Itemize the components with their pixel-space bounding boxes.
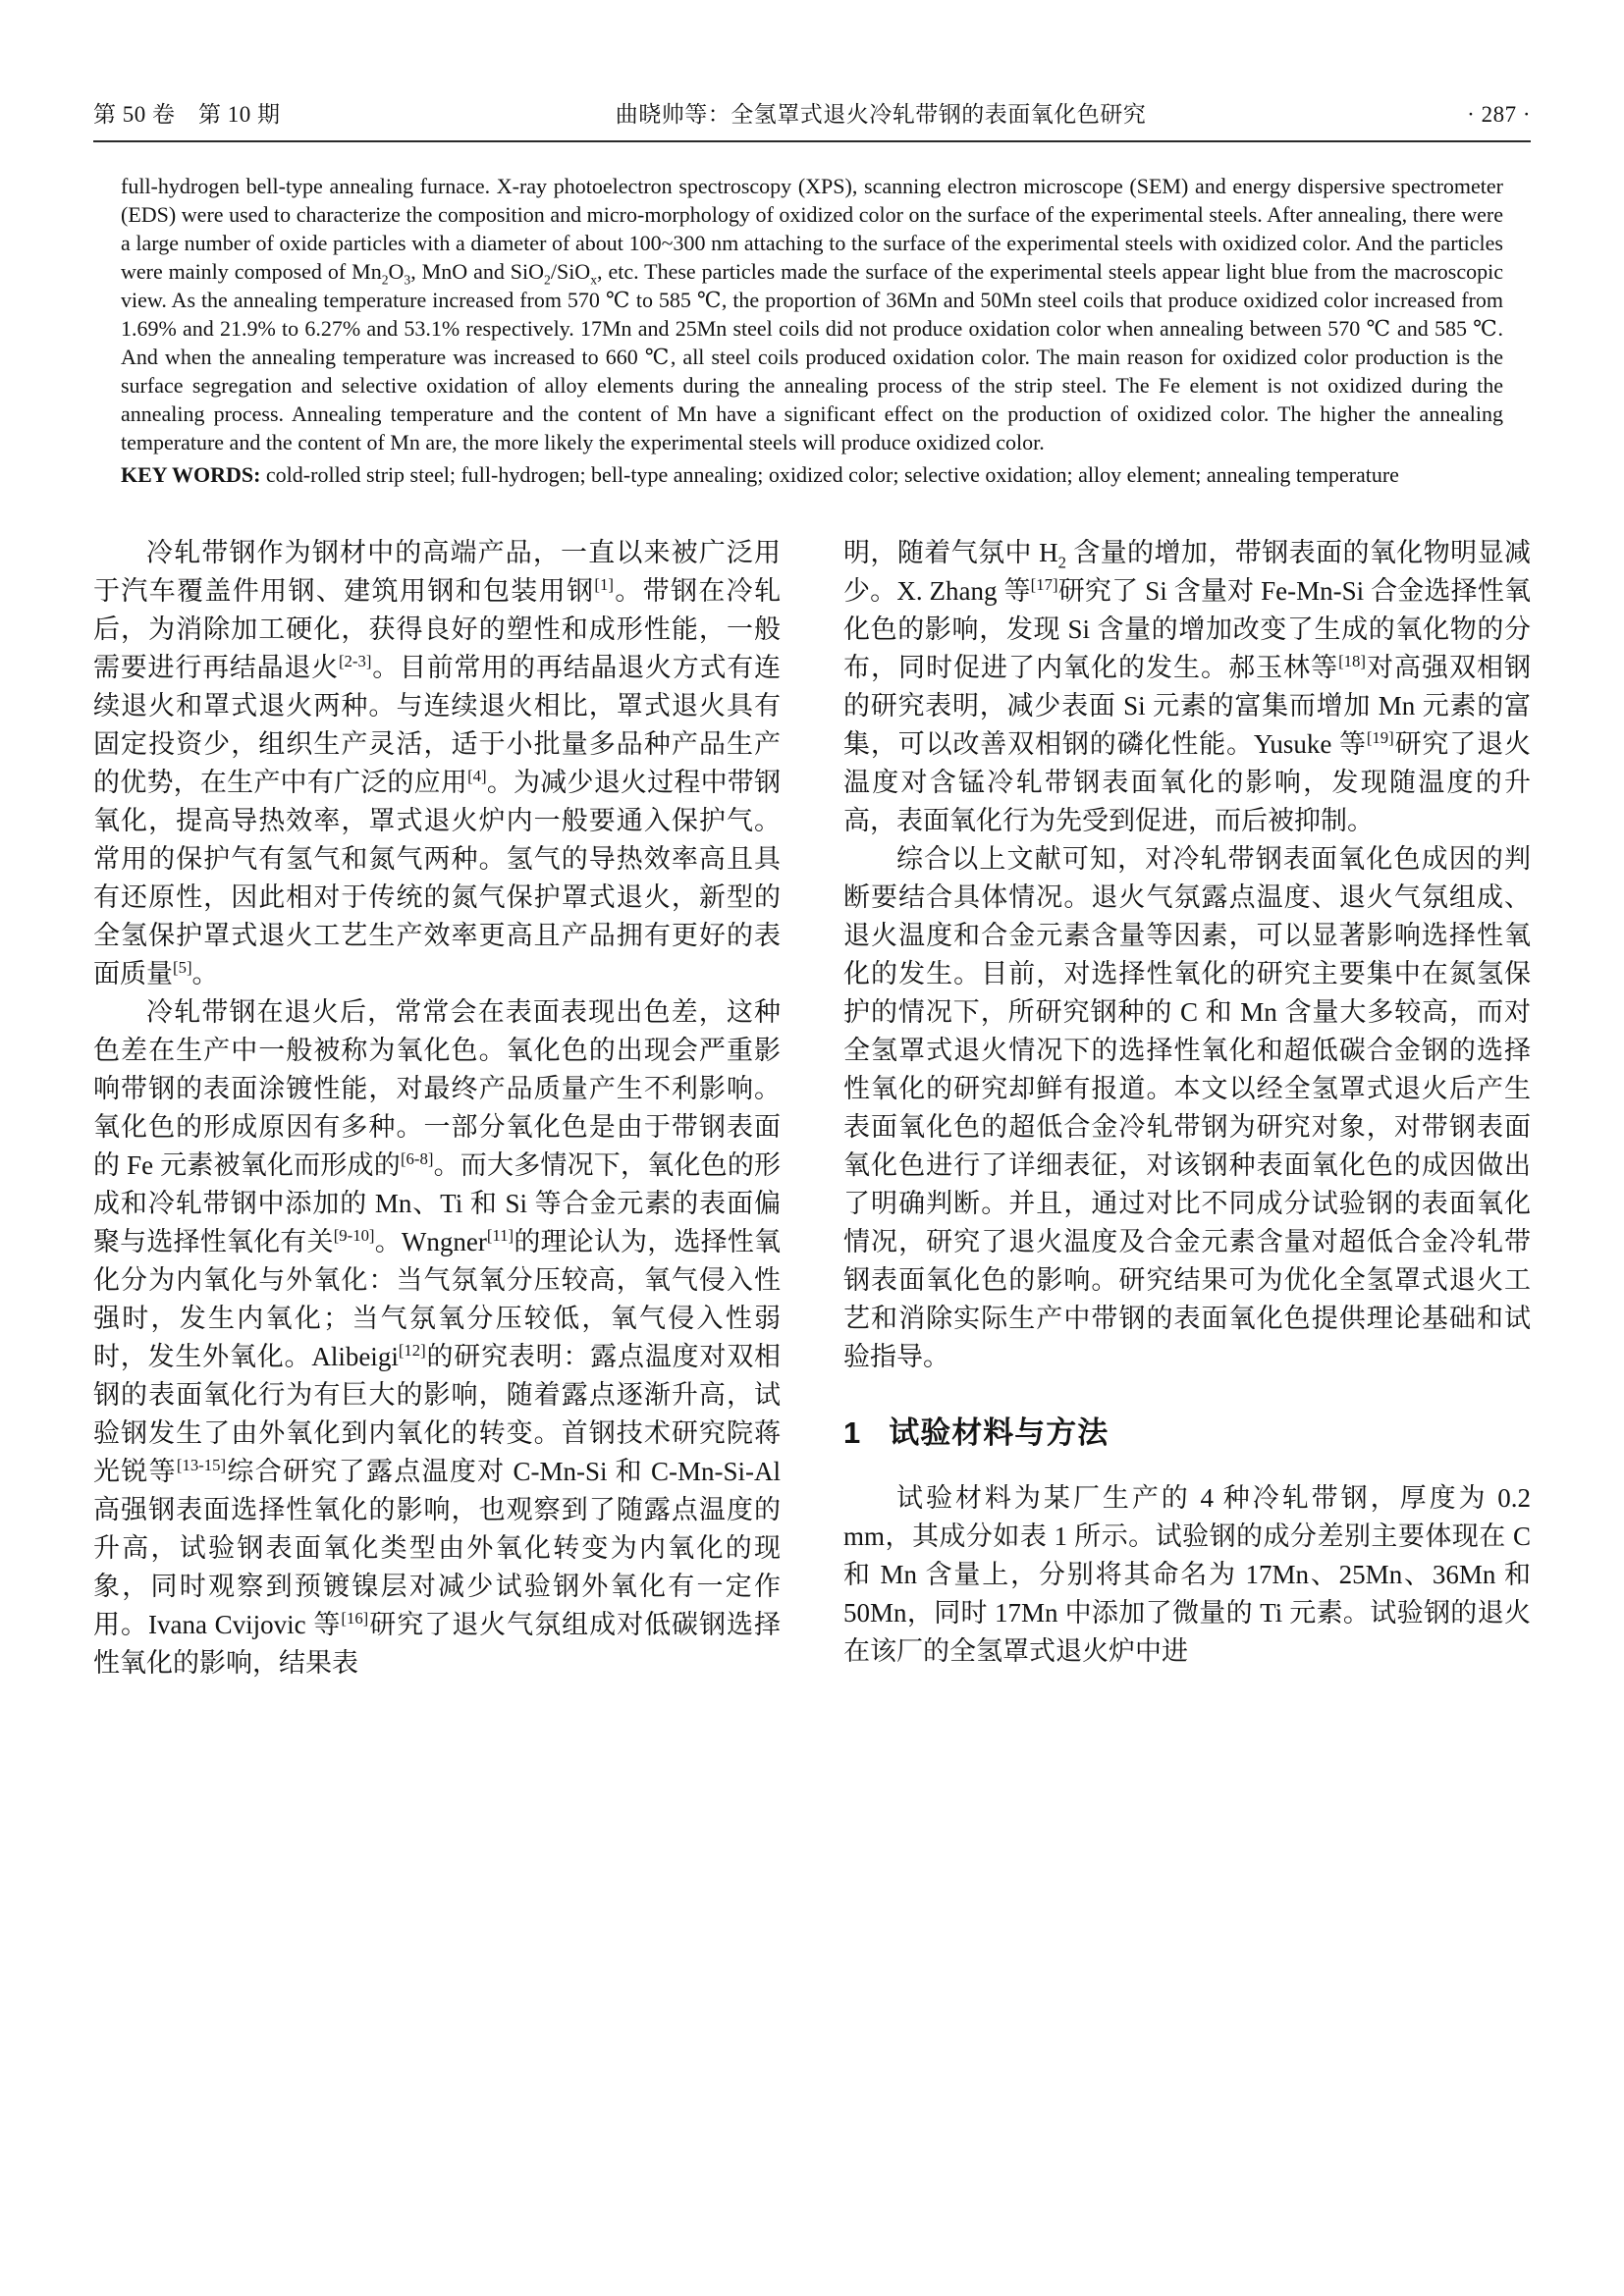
page-header [93, 0, 1531, 129]
right-column-top [843, 534, 1531, 1376]
abstract-section [121, 172, 1503, 489]
left-column [93, 534, 781, 1682]
paragraph: 试验材料为某厂生产的 4 种冷轧带钢，厚度为 0.2 mm，其成分如表 1 所示。试验钢的成分差别主要体现在 C 和 Mn 含量上，分别将其命名为 17Mn、25Mn、36Mn 和 50Mn，同时 17Mn 中添加了微量的 Ti 元素。试验钢的退火在该厂的全氢罩式退火炉中进 [843, 1483, 1531, 1666]
body-columns [93, 534, 1531, 1682]
section-heading [843, 1408, 1531, 1452]
running-title: 曲晓帅等：全氢罩式退火冷轧带钢的表面氧化色研究 [615, 102, 1147, 127]
abstract-text: full-hydrogen bell-type annealing furnace. X-ray photoelectron spectroscopy (XPS), scanning electron microscope (SEM) and energy dispersive spectrometer (EDS) were used to characterize the composition and micro-morphology of oxidized color on the surface of the experimental steels. After annealing, there were a large number of oxide particles with a diameter of about 100~300 nm attaching to the surface of the experimental steels with oxidized color. And the particles were mainly composed of $Mn_2O_3$, MnO and SiO$_2$/SiO$_x$, etc. These particles made the surface of the experimental steels appear light blue from the macroscopic view. As the annealing temperature increased from 570 ℃ to 585 ℃, the proportion of 36Mn and 50Mn steel coils that produce oxidized color increased from 1.69% and 21.9% to 6.27% and 53.1% respectively. 17Mn and 25Mn steel coils did not produce oxidation color when annealing between 570 ℃ and 585 ℃. And when the annealing temperature was increased to 660 ℃, all steel coils produced oxidation color. The main reason for oxidized color production is the surface segregation and selective oxidation of alloy elements during the annealing process of the strip steel. The Fe element is not oxidized during the annealing process. Annealing temperature and the content of Mn have a significant effect on the production of oxidized color. The higher the annealing temperature and the content of Mn are, the more likely the experimental steels will produce oxidized color. [121, 174, 1504, 454]
right-column [843, 534, 1531, 1682]
page-number: · 287 · [1467, 102, 1531, 127]
right-column-bottom [843, 1479, 1531, 1671]
keywords-line [121, 460, 1503, 489]
header-rule [93, 140, 1531, 142]
paragraph: 明，随着气氛中 $H_2$ 含量的增加，带钢表面的氧化物明显减少。X. Zhang 等[17]研究了 Si 含量对 Fe-Mn-Si 合金选择性氧化色的影响，发现 Si 含量的增加改变了生成的氧化物的分布，同时促进了内氧化的发生。郝玉林等[18]对高强双相钢的研究表明，减少表面 Si 元素的富集而增加 Mn 元素的富集，可以改善双相钢的磷化性能。Yusuke 等[19]研究了退火温度对含锰冷轧带钢表面氧化的影响，发现随温度的升高，表面氧化行为先受到促进，而后被抑制。 [843, 538, 1532, 835]
keywords-label: KEY WORDS: [121, 462, 261, 487]
paragraph: 冷轧带钢作为钢材中的高端产品，一直以来被广泛用于汽车覆盖件用钢、建筑用钢和包装用钢[1]。带钢在冷轧后，为消除加工硬化，获得良好的塑性和成形性能，一般需要进行再结晶退火[2-3]。目前常用的再结晶退火方式有连续退火和罩式退火两种。与连续退火相比，罩式退火具有固定投资少，组织生产灵活，适于小批量多品种产品生产的优势，在生产中有广泛的应用[4]。为减少退火过程中带钢氧化，提高导热效率，罩式退火炉内一般要通入保护气。常用的保护气有氢气和氮气两种。氢气的导热效率高且具有还原性，因此相对于传统的氮气保护罩式退火，新型的全氢保护罩式退火工艺生产效率更高且产品拥有更好的表面质量[5]。 [93, 538, 782, 988]
paragraph: 冷轧带钢在退火后，常常会在表面表现出色差，这种色差在生产中一般被称为氧化色。氧化色的出现会严重影响带钢的表面涂镀性能，对最终产品质量产生不利影响。氧化色的形成原因有多种。一部分氧化色是由于带钢表面的 Fe 元素被氧化而形成的[6-8]。而大多情况下，氧化色的形成和冷轧带钢中添加的 Mn、Ti 和 Si 等合金元素的表面偏聚与选择性氧化有关[9-10]。Wngner[11]的理论认为，选择性氧化分为内氧化与外氧化：当气氛氧分压较高，氧气侵入性强时，发生内氧化；当气氛氧分压较低，氧气侵入性弱时，发生外氧化。Alibeigi[12]的研究表明：露点温度对双相钢的表面氧化行为有巨大的影响，随着露点逐渐升高，试验钢发生了由外氧化到内氧化的转变。首钢技术研究院蒋光锐等[13-15]综合研究了露点温度对 C-Mn-Si 和 C-Mn-Si-Al 高强钢表面选择性氧化的影响，也观察到了随露点温度的升高，试验钢表面氧化类型由外氧化转变为内氧化的现象，同时观察到预镀镍层对减少试验钢外氧化有一定作用。Ivana Cvijovic 等[16]研究了退火气氛组成对低碳钢选择性氧化的影响，结果表 [93, 997, 782, 1678]
keywords-text: cold-rolled strip steel; full-hydrogen; bell-type annealing; oxidized color; selective oxidation; alloy element; annealing temperature [260, 462, 1399, 487]
paragraph: 综合以上文献可知，对冷轧带钢表面氧化色成因的判断要结合具体情况。退火气氛露点温度、退火气氛组成、退火温度和合金元素含量等因素，可以显著影响选择性氧化的发生。目前，对选择性氧化的研究主要集中在氮氢保护的情况下，所研究钢种的 C 和 Mn 含量大多较高，而对全氢罩式退火情况下的选择性氧化和超低碳合金钢的选择性氧化的研究却鲜有报道。本文以经全氢罩式退火后产生表面氧化色的超低合金冷轧带钢为研究对象，对带钢表面氧化色进行了详细表征，对该钢种表面氧化色的成因做出了明确判断。并且，通过对比不同成分试验钢的表面氧化情况，研究了退火温度及合金元素含量对超低合金冷轧带钢表面氧化色的影响。研究结果可为优化全氢罩式退火工艺和消除实际生产中带钢的表面氧化色提供理论基础和试验指导。 [843, 844, 1531, 1371]
section-number: 1 [843, 1415, 862, 1450]
section-title: 试验材料与方法 [889, 1415, 1110, 1450]
journal-volume-issue: 第 50 卷 第 10 期 [93, 102, 281, 127]
